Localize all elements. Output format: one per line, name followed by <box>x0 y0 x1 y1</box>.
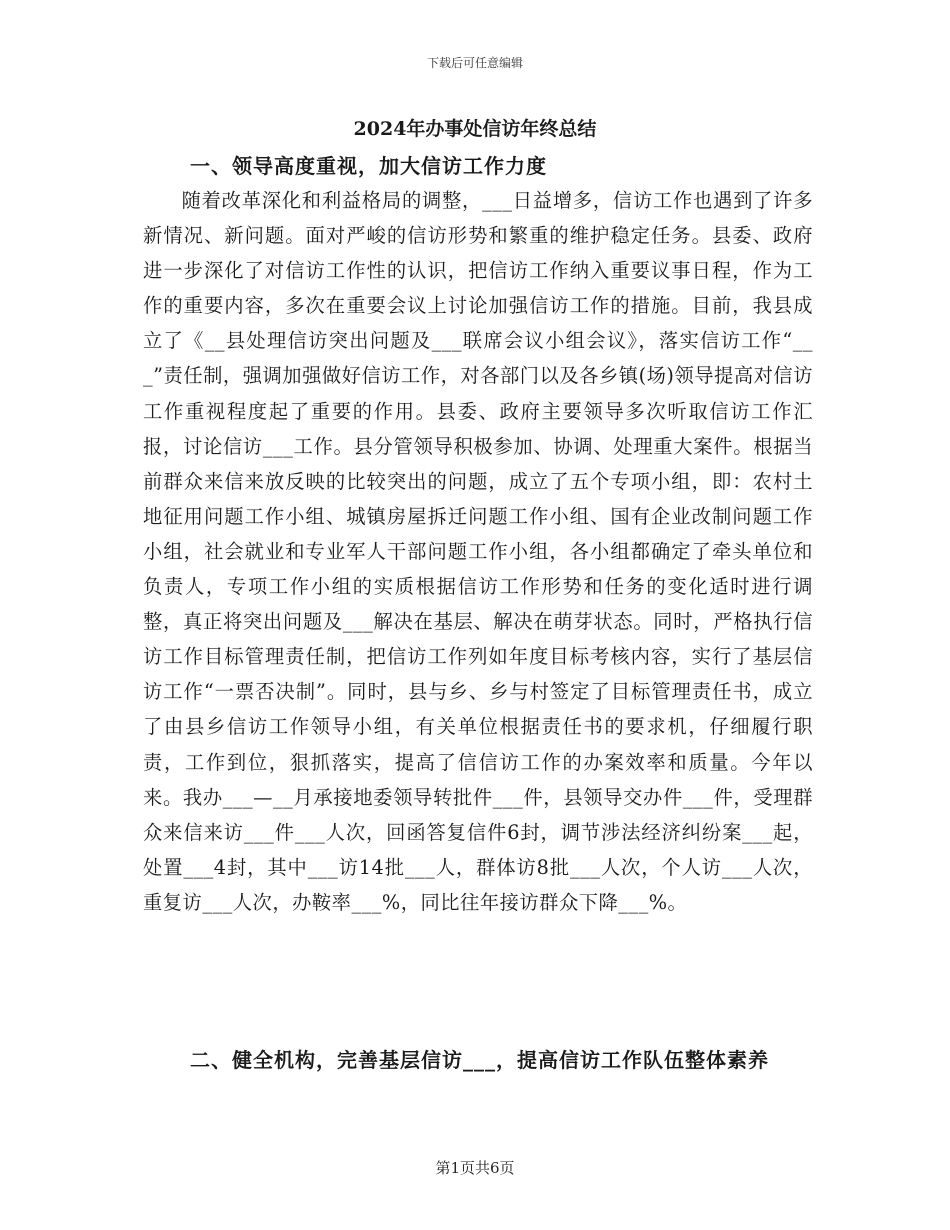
section-1-heading: 一、领导高度重视，加大信访工作力度 <box>190 154 547 178</box>
page-footer: 第1页共6页 <box>435 1159 515 1177</box>
header-note: 下载后可任意编辑 <box>426 56 523 70</box>
section-1-body: 随着改革深化和利益格局的调整，___日益增多，信访工作也遇到了许多新情况、新问题。面对严峻的信访形势和繁重的维护稳定任务。县委、政府进一步深化了对信访工作性的认识，把信访工作纳入重要议事日程，作为工作的重要内容，多次在重要会议上讨论加强信访工作的措施。目前，我县成立了《__县处理信访突出问题及___联席会议小组会议》，落实信访工作“___”责任制，强调加强做好信访工作，对各部门以及各乡镇(场)领导提高对信访工作重视程度起了重要的作用。县委、政府主要领导多次听取信访工作汇报，讨论信访___工作。县分管领导积极参加、协调、处理重大案件。根据当前群众来信来放反映的比较突出的问题，成立了五个专项小组，即：农村土地征用问题工作小组、城镇房屋拆迁问题工作小组、国有企业改制问题工作小组，社会就业和专业军人干部问题工作小组，各小组都确定了牵头单位和负责人，专项工作小组的实质根据信访工作形势和任务的变化适时进行调整，真正将突出问题及___解决在基层、解决在萌芽状态。同时，严格执行信访工作目标管理责任制，把信访工作列如年度目标考核内容，实行了基层信访工作“一票否决制”。同时，县与乡、乡与村签定了目标管理责任书，成立了由县乡信访工作领导小组，有关单位根据责任书的要求机，仔细履行职责，工作到位，狠抓落实，提高了信信访工作的办案效率和质量。今年以来。我办___—__月承接地委领导转批件___件，县领导交办件___件，受理群众来信来访___件___人次，回函答复信件6封，调节涉法经济纠纷案___起，处置___4封，其中___访14批___人，群体访8批___人次，个人访___人次，重复访___人次，办鞍率___%，同比往年接访群众下降___%。 <box>143 189 813 914</box>
section-2-heading: 二、健全机构，完善基层信访___，提高信访工作队伍整体素养 <box>190 1048 769 1072</box>
document-title: 2024年办事处信访年终总结 <box>353 118 597 140</box>
